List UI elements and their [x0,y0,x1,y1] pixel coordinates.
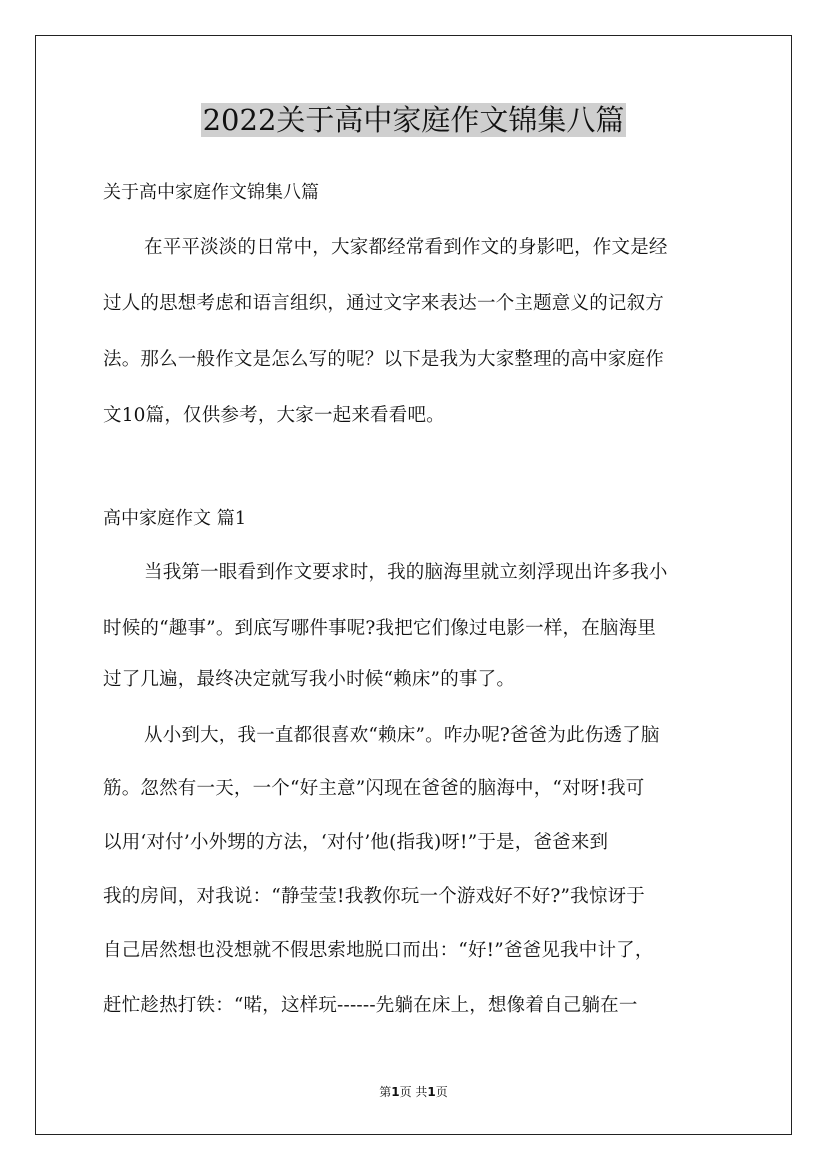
intro-heading: 关于高中家庭作文锦集八篇 [103,182,319,203]
document-title [0,100,827,140]
paragraph-line: 从小到大，我一直都很喜欢“赖床”。咋办呢?爸爸为此伤透了脑 [144,725,660,746]
paragraph-line: 在平平淡淡的日常中，大家都经常看到作文的身影吧，作文是经 [144,237,668,258]
page-current-number: 1 [391,1085,400,1099]
paragraph-line: 过了几遍，最终决定就写我小时候“赖床”的事了。 [103,669,516,690]
paragraph-line: 筋。忽然有一天，一个“好主意”闪现在爸爸的脑海中，“对呀!我可 [103,778,645,799]
paragraph-line: 自己居然想也没想就不假思索地脱口而出：“好!”爸爸见我中计了， [103,940,654,961]
paragraph-line: 法。那么一般作文是怎么写的呢？以下是我为大家整理的高中家庭作 [103,349,665,370]
paragraph-line: 我的房间，对我说：“静莹莹!我教你玩一个游戏好不好?”我惊讶于 [103,886,645,907]
page-label-suffix: 页 [435,1085,448,1099]
paragraph-line: 过人的思想考虑和语言组织，通过文字来表达一个主题意义的记叙方 [103,293,665,314]
paragraph-line: 文10篇，仅供参考，大家一起来看看吧。 [103,405,445,426]
paragraph-line: 赶忙趁热打铁：“喏，这样玩------先躺在床上，想像着自己躺在一 [103,995,638,1016]
page-total-number: 1 [427,1085,436,1099]
paragraph-line: 时候的“趣事”。到底写哪件事呢?我把它们像过电影一样，在脑海里 [103,618,657,639]
page-footer [0,1084,827,1100]
paragraph-line: 当我第一眼看到作文要求时，我的脑海里就立刻浮现出许多我小 [144,562,668,583]
document-title-text: 2022关于高中家庭作文锦集八篇 [202,103,625,137]
section-heading: 高中家庭作文 篇1 [103,508,247,529]
page-label-prefix: 第 [379,1085,392,1099]
page-label-mid: 页 共 [399,1085,428,1099]
paragraph-line: 以用‘对付’小外甥的方法，‘对付’他(指我)呀!”于是，爸爸来到 [103,832,609,853]
